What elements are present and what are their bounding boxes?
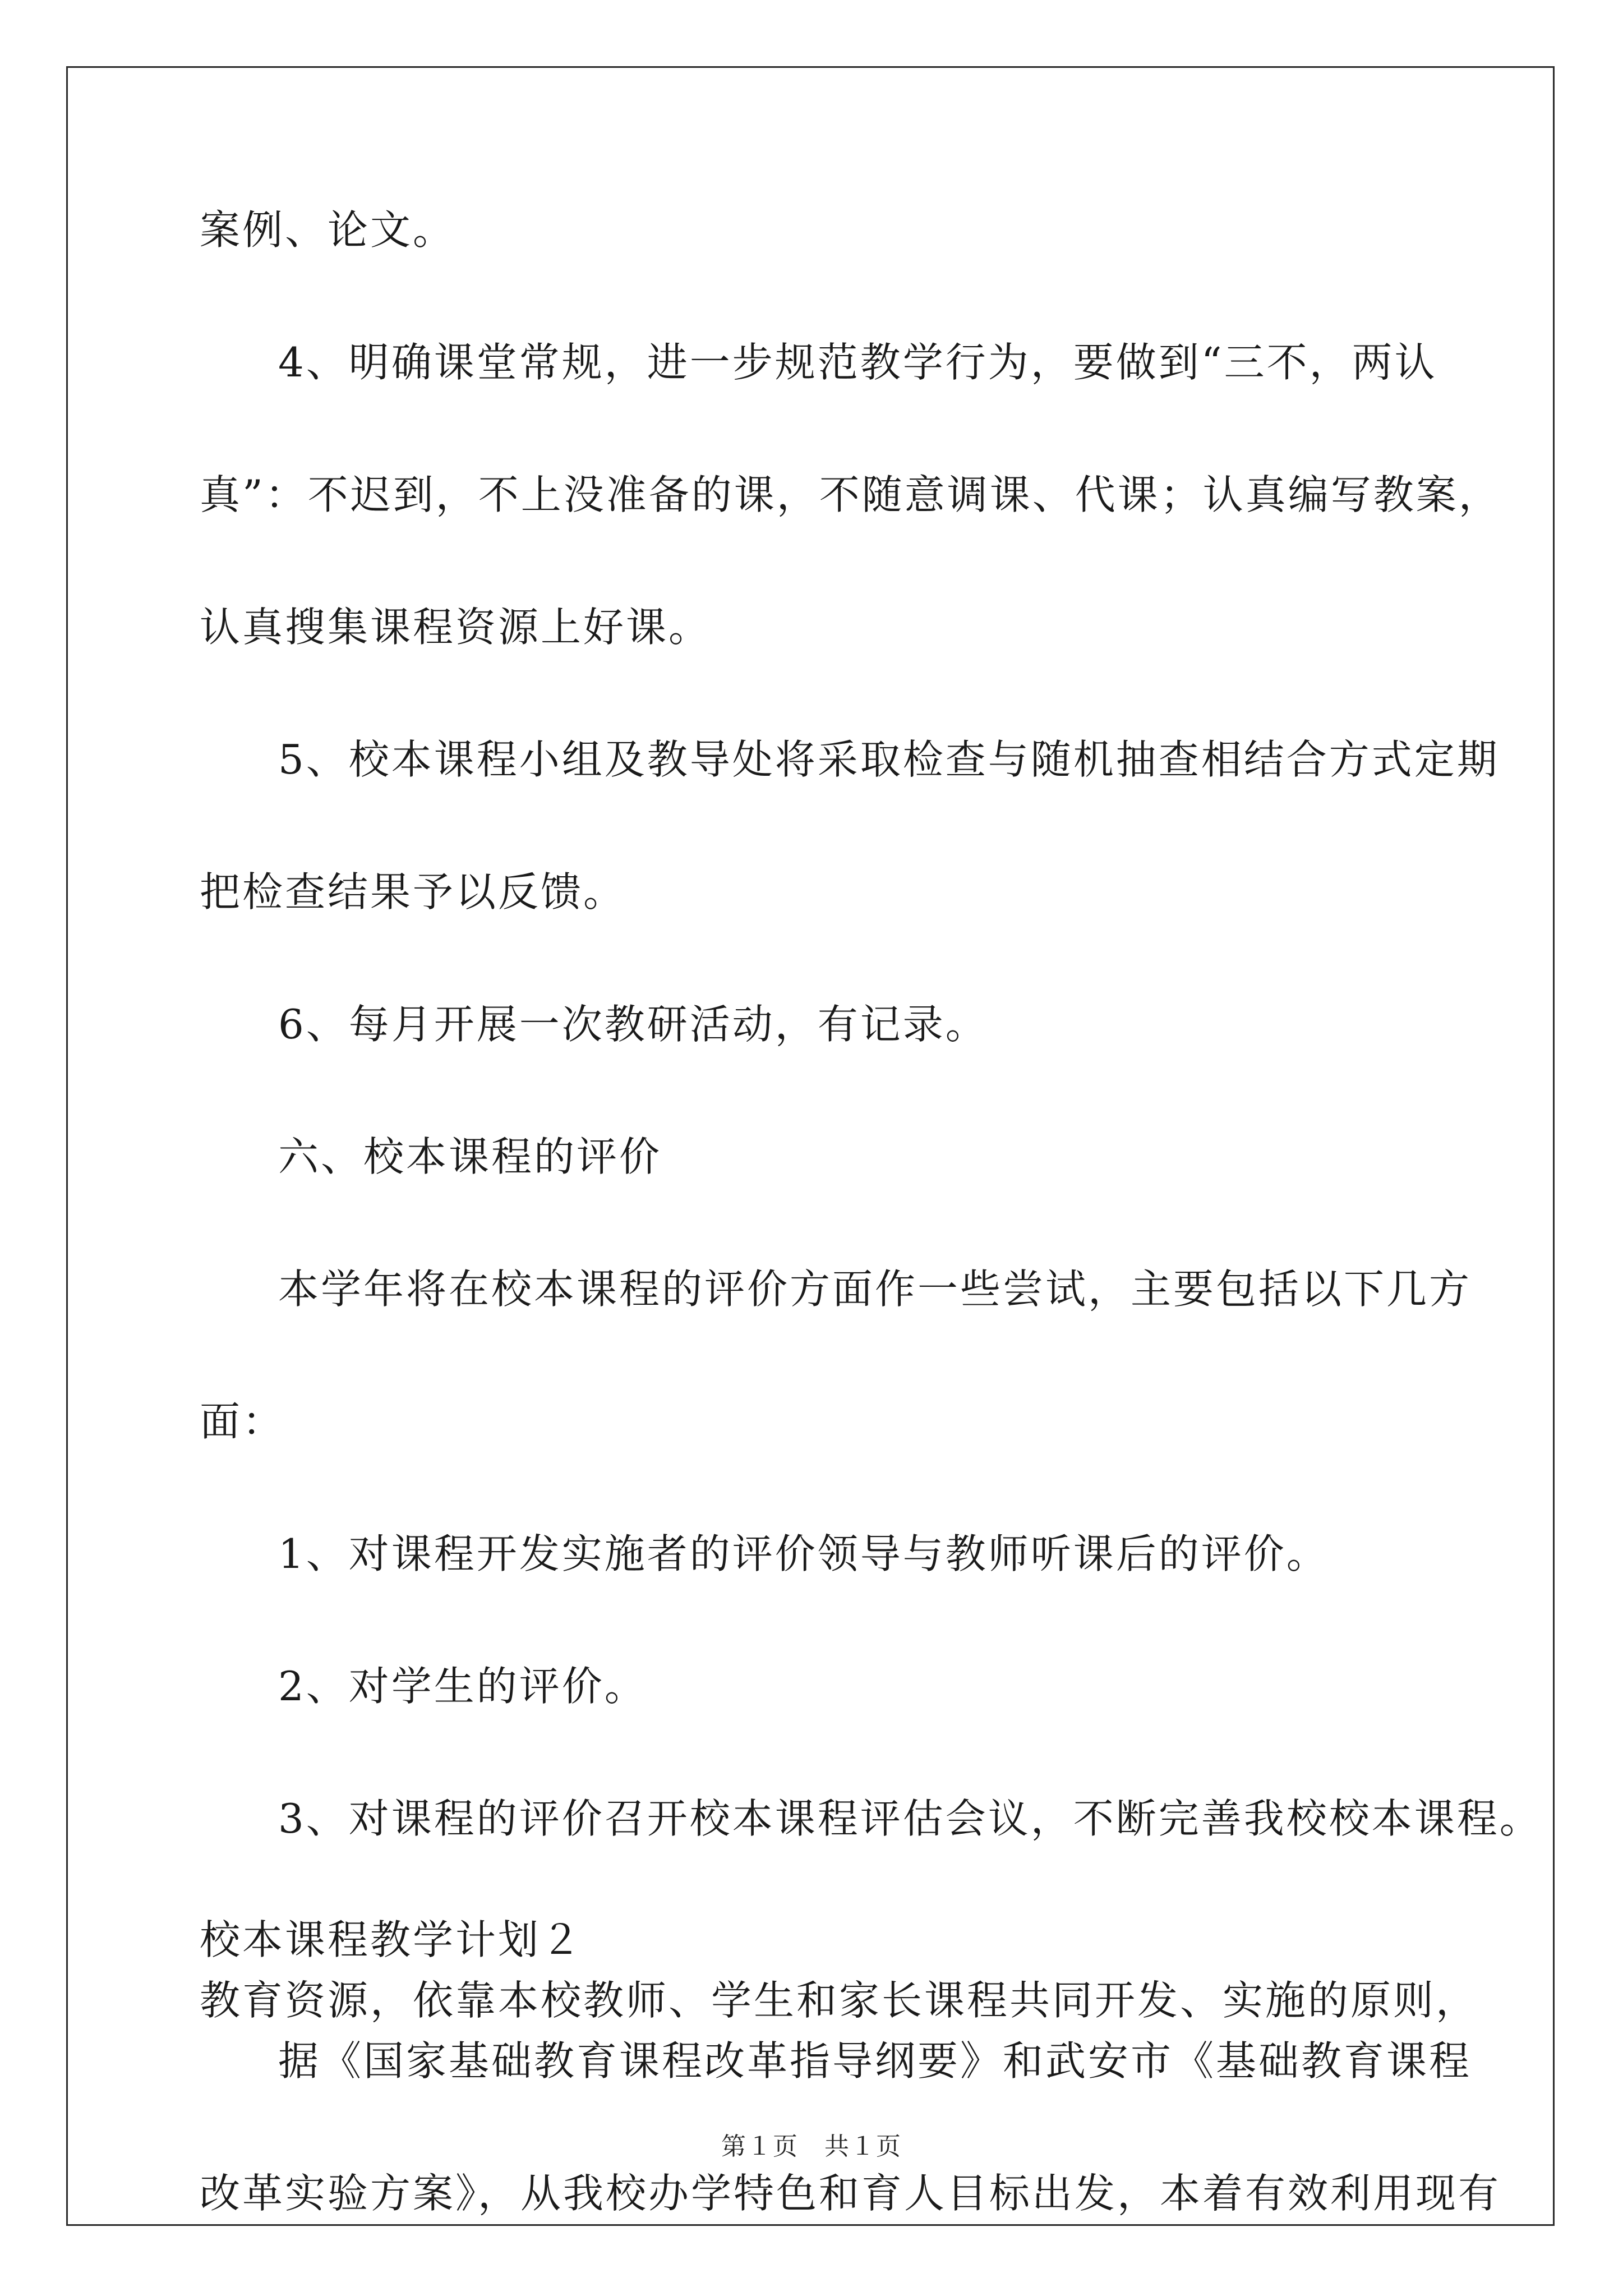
paragraph-line: 案例、论文。 <box>200 206 456 254</box>
paragraph-line: 改革实验方案》，从我校办学特色和育人目标出发，本着有效利用现有 <box>200 2170 1501 2217</box>
paragraph-line: 认真搜集课程资源上好课。 <box>200 604 712 651</box>
section-heading: 六、校本课程的评价 <box>278 1133 662 1180</box>
paragraph-line: 1、对课程开发实施者的评价领导与教师听课后的评价。 <box>278 1530 1329 1577</box>
paragraph-line: 3、对课程的评价召开校本课程评估会议，不断完善我校校本课程。 <box>278 1795 1542 1842</box>
paragraph-line: 2、对学生的评价。 <box>278 1663 647 1710</box>
paragraph-line: 5、校本课程小组及教导处将采取检查与随机抽查相结合方式定期 <box>278 736 1500 783</box>
paragraph-line: 教育资源，依靠本校教师、学生和家长课程共同开发、实施的原则， <box>200 1977 1479 2024</box>
document-title: 校本课程教学计划２ <box>200 1916 584 1963</box>
paragraph-line: 本学年将在校本课程的评价方面作一些尝试，主要包括以下几方 <box>278 1266 1472 1313</box>
page-number-footer: 第１页 共１页 <box>721 2132 902 2161</box>
paragraph-line: 面： <box>200 1398 285 1445</box>
paragraph-line: 真”：不迟到，不上没准备的课，不随意调课、代课；认真编写教案， <box>200 471 1501 518</box>
paragraph-line: 6、每月开展一次教研活动，有记录。 <box>278 1001 988 1048</box>
paragraph-line: 据《国家基础教育课程改革指导纲要》和武安市《基础教育课程 <box>278 2037 1472 2085</box>
paragraph-line: 4、明确课堂常规，进一步规范教学行为，要做到“三不，两认 <box>278 339 1437 386</box>
paragraph-line: 把检查结果予以反馈。 <box>200 868 626 915</box>
